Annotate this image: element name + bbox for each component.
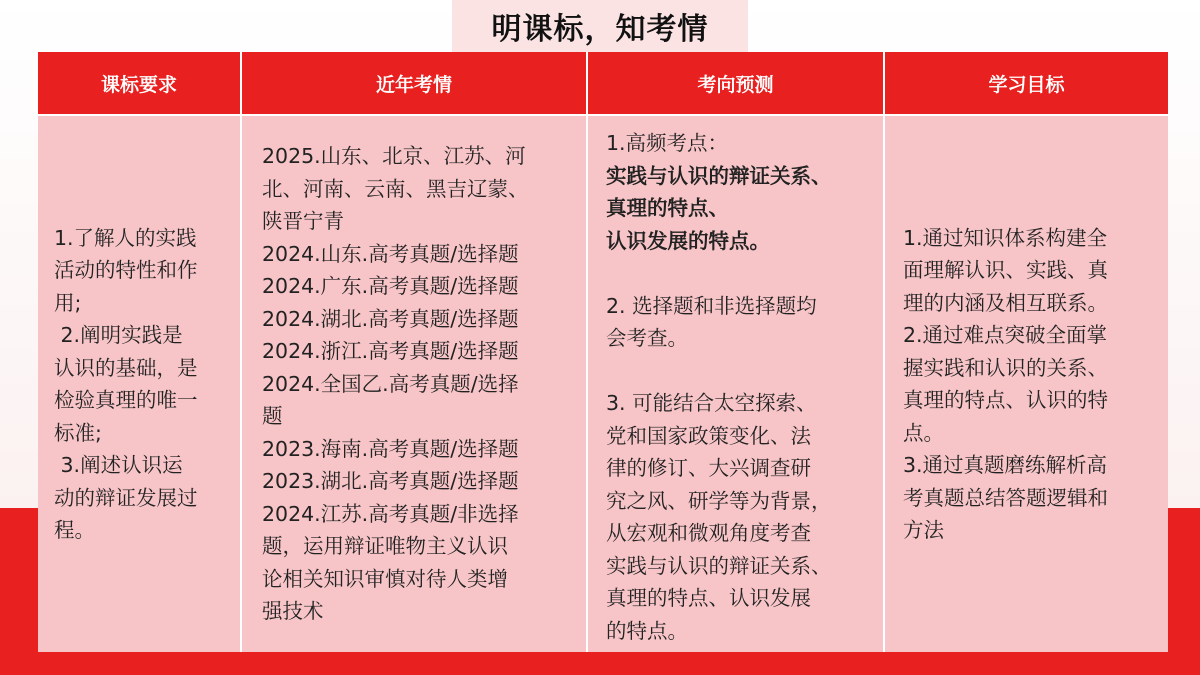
cell-curriculum-requirements <box>38 114 242 652</box>
spacer <box>606 355 875 388</box>
text-line: 1.了解人的实践 <box>54 225 197 250</box>
header-learning-goals: 学习目标 <box>885 52 1168 114</box>
text-line: 题，运用辩证唯物主义认识 <box>262 534 508 559</box>
text-line: 2.阐明实践是 <box>54 323 183 347</box>
text-line: 真理的特点、认识的特 <box>903 388 1108 412</box>
key-point-line: 实践与认识的辩证关系、 <box>606 163 832 188</box>
header-exam-forecast: 考向预测 <box>588 52 885 114</box>
text-line: 2025.山东、北京、江苏、河 <box>262 144 526 169</box>
key-point-line: 真理的特点、 <box>606 196 729 220</box>
text-line: 2024.湖北.高考真题/选择题 <box>262 306 519 331</box>
text-line: 2024.江苏.高考真题/非选择 <box>262 501 519 526</box>
text-line: 标准; <box>54 420 102 445</box>
text-line: 律的修订、大兴调查研 <box>606 456 811 480</box>
text-line: 的特点。 <box>606 618 688 643</box>
text-line: 3.阐述认识运 <box>54 453 183 477</box>
header-curriculum-requirements: 课标要求 <box>38 52 242 114</box>
text-line: 动的辩证发展过 <box>54 485 198 510</box>
cell-learning-goals <box>885 114 1168 652</box>
text-line: 题 <box>262 404 283 429</box>
text-line: 2024.广东.高考真题/选择题 <box>262 274 519 299</box>
title-banner <box>452 0 748 52</box>
text-line: 1.通过知识体系构建全 <box>903 225 1108 250</box>
spacer <box>606 257 875 290</box>
text-line: 会考查。 <box>606 326 688 350</box>
text-line: 真理的特点、认识发展 <box>606 586 811 610</box>
text-line: 用; <box>54 290 82 315</box>
text-line: 实践与认识的辩证关系、 <box>606 553 832 578</box>
text-line: 2023.海南.高考真题/选择题 <box>262 436 519 461</box>
text-line: 2. 选择题和非选择题均 <box>606 293 817 318</box>
text-line: 2024.浙江.高考真题/选择题 <box>262 339 519 364</box>
text-line: 认识的基础，是 <box>54 355 198 380</box>
text-line: 3. 可能结合太空探索、 <box>606 391 817 415</box>
text-line: 2024.山东.高考真题/选择题 <box>262 241 519 266</box>
text-line: 握实践和认识的关系、 <box>903 355 1108 380</box>
key-point-line: 认识发展的特点。 <box>606 228 770 253</box>
text-line: 究之风、研学等为背景， <box>606 488 832 513</box>
text-line: 活动的特性和作 <box>54 258 198 282</box>
text-line: 考真题总结答题逻辑和 <box>903 485 1108 510</box>
forecast-label: 1.高频考点： <box>606 131 729 155</box>
text-line: 2023.湖北.高考真题/选择题 <box>262 469 519 494</box>
text-line: 党和国家政策变化、法 <box>606 423 811 448</box>
text-line: 2024.全国乙.高考真题/选择 <box>262 371 519 396</box>
text-line: 北、河南、云南、黑吉辽蒙、 <box>262 176 529 201</box>
cell-exam-forecast <box>588 114 885 652</box>
header-recent-exams: 近年考情 <box>242 52 588 114</box>
text-line: 从宏观和微观角度考查 <box>606 521 811 545</box>
text-line: 陕晋宁青 <box>262 209 344 234</box>
curriculum-table <box>38 52 1168 652</box>
cell-recent-exams <box>242 114 588 652</box>
text-line: 面理解认识、实践、真 <box>903 258 1108 282</box>
text-line: 点。 <box>903 420 944 445</box>
page-title: 明课标，知考情 <box>491 12 709 47</box>
text-line: 方法 <box>903 518 944 542</box>
text-line: 论相关知识审慎对待人类增 <box>262 566 508 591</box>
text-line: 程。 <box>54 518 95 542</box>
text-line: 强技术 <box>262 599 324 624</box>
text-line: 2.通过难点突破全面掌 <box>903 323 1108 347</box>
text-line: 检验真理的唯一 <box>54 388 198 412</box>
text-line: 3.通过真题磨练解析高 <box>903 453 1108 477</box>
text-line: 理的内涵及相互联系。 <box>903 290 1108 315</box>
